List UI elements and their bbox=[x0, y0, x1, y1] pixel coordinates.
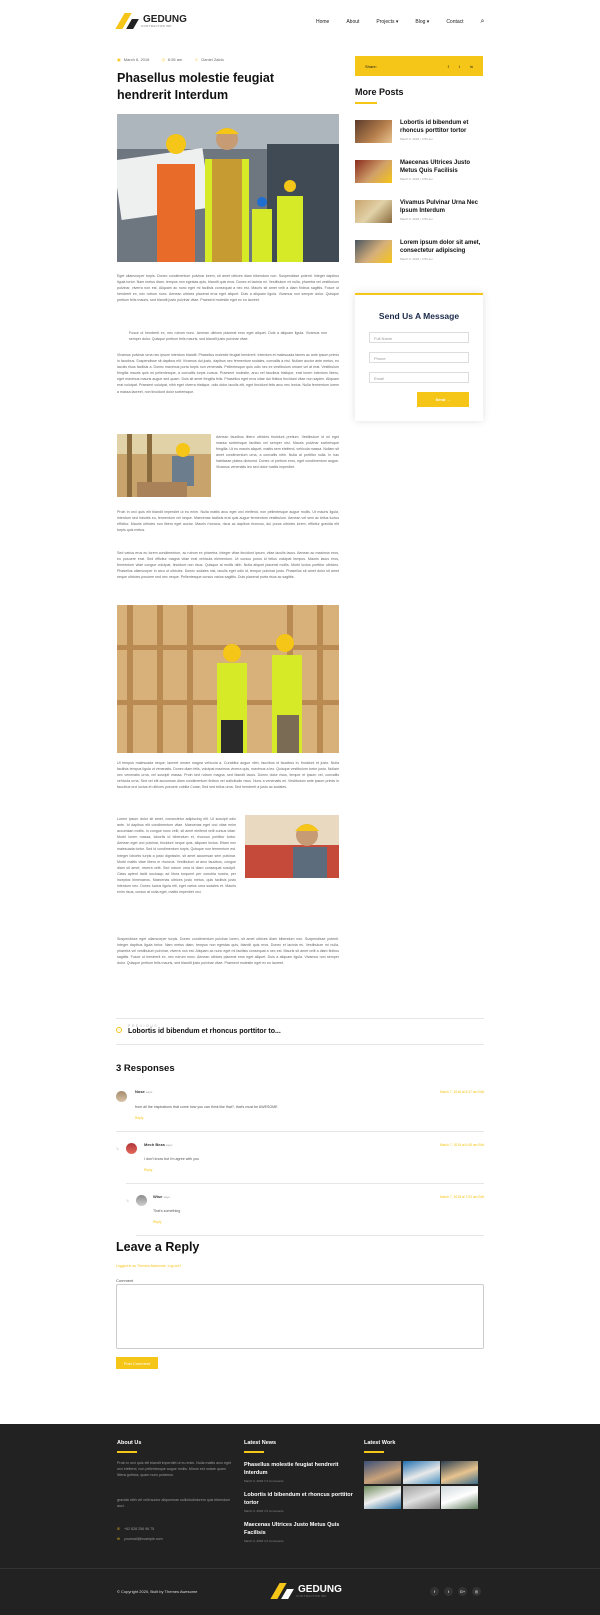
sidebar-post-title: Lobortis id bibendum et rhoncus porttitor tortor bbox=[400, 120, 469, 134]
sidebar-post-date: March 6, 2018 • 6:55 am bbox=[400, 137, 433, 141]
comment-text: That's something bbox=[153, 1209, 181, 1213]
comment bbox=[116, 1087, 484, 1132]
nav-about[interactable]: About bbox=[346, 19, 360, 25]
user-icon: ☺ bbox=[194, 57, 199, 62]
post-time: ◷ 6:55 am bbox=[161, 57, 183, 62]
share-label: Share: bbox=[365, 63, 377, 69]
more-posts-underline bbox=[355, 102, 377, 104]
gallery-thumb[interactable] bbox=[364, 1486, 401, 1509]
avatar bbox=[136, 1195, 147, 1206]
footer-about-text-2: gravida nibh vel velit auctor aliquenean sollicitudinlorem quis bibendum auci. bbox=[117, 1498, 231, 1508]
phone-icon: ✆ bbox=[117, 1527, 121, 1531]
site-logo[interactable] bbox=[117, 13, 187, 29]
post-paragraph-2: Vivamus pulvinar urna nec ipsum interdum blandit. Phasellus molestie feugiat hendrerit. Interdum et malesuada fames ac ante ipsum primis in faucibus. Suspendisse sit dapibus elit. Vivamus dui justo, dapibus nec fermentum sodales, convallis a nisl. Nullam auctor ante metus, eu iaculis risus facilisis a. Donec maximus porta turpis non venenatis. Pellentesque quis odio nec ex vestibulum ornare vel at erat. Vestibulum fringilla mauris quis mi pellentesque, a convallis turpis cursus. Praesent molestie, arcu vel faucibus tristique, erat lorem interdum libero, eget maximus mauris augue sed quam. Duis sit amet fringilla felis. Phasellus eget eros vitae dui finibus tincidunt vitae non sapien. Aliquam erat volutpat. Praesent volutpat, nibh eget viverra tristique, odio dolor iaculis elit, eget tincidunt felis arcu nec lectus. Nulla fermentum lorem a massa laoreet, non tincidunt dolor scelerisque. bbox=[117, 353, 339, 394]
framing-image bbox=[117, 605, 339, 753]
footer-news-item[interactable] bbox=[244, 1522, 354, 1543]
reply-link[interactable]: Reply bbox=[135, 1116, 144, 1120]
logo-subtext: CONTRACTOR WP bbox=[296, 1593, 327, 1598]
divider bbox=[136, 1235, 484, 1236]
nav-contact[interactable]: Contact bbox=[446, 19, 464, 25]
post-paragraph-8: Suspendisse eget ullamcorper turpis. Donec condimentum pulvinar lorem, sit amet ultrices diam bibendum non. Suspendisse potenti. Integer dapibus ligula tortor. Nam metus diam, tempus non egestas quis, blandit quis eros. Donec et lacinia mi. Vestibulum mi nulla, pharetra vel vestibulum pulvinar, viverra non est. Aliquam ac nunc eget mi facilisis consequat a nec est. Mauris sit amet velit a diam finibus sagittis. Fusce ut hendrerit ex, nec rutrum nunc. Aenean ultrices placerat eros eget aliquet. Duis a aliquam ligula. Vivamus non semper dolor. Quisque pretium felis mauris, sed blandit justo pulvinar vitae. Praesent molestie eget ex eu laoreet. bbox=[117, 937, 339, 966]
logo-mark-icon bbox=[117, 13, 141, 29]
news-date: March 6, 2018 // 0 Comments bbox=[244, 1539, 284, 1543]
avatar bbox=[116, 1091, 127, 1102]
comment-author[interactable]: Mech Beza says: bbox=[144, 1142, 173, 1147]
arrow-left-icon: ‹ bbox=[116, 1027, 122, 1033]
post-paragraph-3: Aenean faucibus libero ultricies tincidunt pretium. Vestibulum id mi eget massa scelerisque facilisis vel semper nisi. Mauris pulvinar scelerisque fringilla. Ut eu mauris aliquet, mattis sem eleifend, vehicula massa. Nullam sit amet condimentum urna, a convallis nibh. Nulla at porttitor nulla. In hac habitasse platea dictumst. Donec ut pretium eros, eget condimentum augue. Vivamus venenatis leo sed dolor mattis imperdiet. bbox=[216, 435, 339, 470]
post-thumbnail bbox=[355, 120, 392, 143]
previous-label: PREVIOUS bbox=[128, 1024, 159, 1028]
gallery-thumb[interactable] bbox=[364, 1461, 401, 1484]
post-paragraph-6: Ut tempus malesuada neque, laoreet ornare magna vehicula a. Curabitur augue nibh, faucibus id faucibus in, tincidunt et justo. Nulla facilisis tempus ligula ut venenatis. Donec diam felis, volutpat maximus viverra quis, maximus a leo. Quisque vestibulum tortor justo. Nullam nec venenatis urna, vel suscipit massa. Proin sed rutrum magna, sed blandit lacus. Donec dolor risus, tempor et ipsum vel, convallis vehicula urna. Sed vel elit accumsan diam condimentum finibus vel sollicitudin risus. Nunc a venenatis mi. Vestibulum ante ipsum primis in faucibus orci luctus et ultrices posuere cubilia Curae; Sed sed tellus urna. Sed hendrerit a justo ac sodales. bbox=[117, 761, 339, 790]
construction-workers-image bbox=[117, 114, 339, 262]
hero-image bbox=[117, 114, 339, 262]
worker-on-ladder-image bbox=[117, 434, 211, 497]
twitter-icon[interactable]: t bbox=[444, 1587, 453, 1596]
footer-social bbox=[430, 1587, 481, 1596]
logo-text: GEDUNG bbox=[143, 13, 187, 25]
chevron-down-icon: ▾ bbox=[426, 19, 430, 25]
footer-underline bbox=[117, 1451, 137, 1453]
news-date: March 6, 2018 // 0 Comments bbox=[244, 1509, 284, 1513]
comment-label: Comment bbox=[116, 1278, 134, 1283]
leave-reply-title: Leave a Reply bbox=[116, 1240, 200, 1254]
comment-date[interactable]: March 7, 2018 at 6:48 am Edit bbox=[439, 1143, 484, 1147]
gallery-thumb[interactable] bbox=[441, 1461, 478, 1484]
footer-news-title: Latest News bbox=[244, 1440, 277, 1446]
share-bar bbox=[355, 56, 483, 76]
comment bbox=[116, 1192, 484, 1237]
reply-arrow-icon: ↳ bbox=[126, 1198, 130, 1203]
footer-news-item[interactable] bbox=[244, 1492, 354, 1513]
worker-image-right bbox=[245, 815, 339, 878]
worker-with-helmet-image bbox=[245, 815, 339, 878]
sidebar-post-date: March 6, 2018 • 6:55 am bbox=[400, 217, 433, 221]
footer-logo[interactable] bbox=[272, 1583, 342, 1599]
reply-link[interactable]: Reply bbox=[144, 1168, 153, 1172]
footer-news-item[interactable] bbox=[244, 1462, 354, 1483]
sidebar-post-title: Maecenas Ultrices Justo Metus Quis Facilisis bbox=[400, 160, 471, 174]
comment-author[interactable]: Nose says: bbox=[135, 1089, 153, 1094]
latest-work-gallery bbox=[364, 1461, 478, 1509]
logged-in-note[interactable]: Logged in as Themes Awesome. Log out? bbox=[116, 1264, 182, 1268]
news-date: March 6, 2018 // 3 Comments bbox=[244, 1479, 284, 1483]
post-paragraph-5: Sed varius eros eu lorem condimentum, ac rutrum ex pharetra. Integer vitae tincidunt ipsum, vitae iaculis lacus. Aenean ac maximus eros, eu posuere erat. Sed efficitur magna vitae erat vehicula elementum. Ut cursus purus id tellus volutpat tempus. Mauris lacus eros, fermentum vitae congue volutpat, tincidunt non risus. Quisque at mollis nibh. Nulla aliquet placerat mollis. Morbi luctus porttitor ultricies. Phasellus ullamcorper in arcu ut ultricies. Donec sodales nisi, iaculis eget odio id, tempor pulvinar justo. Phasellus sit amet dolor sit amet neque ultricies posuere sed nec neque. Pellentesque cursus varius sagittis. Duis placerat porta risus ac sagittis. bbox=[117, 551, 339, 580]
gallery-thumb[interactable] bbox=[441, 1486, 478, 1509]
calendar-icon: ▣ bbox=[117, 57, 121, 62]
news-title: Lobortis id bibendum et rhoncus porttitor tortor bbox=[244, 1492, 353, 1506]
more-posts-title: More Posts bbox=[355, 87, 404, 97]
contact-form-card bbox=[355, 293, 483, 421]
reply-link[interactable]: Reply bbox=[153, 1220, 162, 1224]
footer-divider bbox=[0, 1568, 600, 1569]
comment-author[interactable]: Wise says: bbox=[153, 1194, 171, 1199]
full-name-input[interactable]: Full Name bbox=[369, 332, 469, 343]
sidebar-post-date: March 6, 2018 • 6:55 am bbox=[400, 257, 433, 261]
main-nav bbox=[316, 18, 484, 26]
gallery-thumb[interactable] bbox=[403, 1461, 440, 1484]
phone-input[interactable]: Phone bbox=[369, 352, 469, 363]
divider bbox=[116, 1131, 484, 1132]
previous-post-link[interactable] bbox=[116, 1024, 336, 1035]
timber-frame-workers-image bbox=[117, 605, 339, 753]
previous-title: Lobortis id bibendum et rhoncus porttitor to... bbox=[128, 1028, 281, 1035]
nav-blog[interactable]: Blog ▾ bbox=[415, 19, 430, 25]
post-meta bbox=[117, 57, 224, 62]
footer-about-title: About Us bbox=[117, 1440, 142, 1446]
footer-work-title: Latest Work bbox=[364, 1440, 396, 1446]
sidebar-post[interactable] bbox=[355, 200, 483, 223]
reply-arrow-icon: ↳ bbox=[116, 1146, 120, 1151]
divider bbox=[126, 1183, 484, 1184]
divider bbox=[116, 1018, 484, 1019]
sidebar-post-date: March 6, 2018 • 6:55 am bbox=[400, 177, 433, 181]
google-plus-icon[interactable]: G+ bbox=[459, 1589, 466, 1594]
news-title: Phasellus molestie feugiat hendrerit Interdum bbox=[244, 1462, 339, 1476]
twitter-icon[interactable]: t bbox=[458, 63, 460, 69]
linkedin-icon[interactable]: in bbox=[469, 63, 473, 69]
nav-projects[interactable]: Projects ▾ bbox=[376, 19, 399, 25]
logo-text: GEDUNG bbox=[298, 1583, 342, 1595]
news-title: Maecenas Ultrices Justo Metus Quis Facilisis bbox=[244, 1522, 340, 1536]
post-paragraph-7: Lorem ipsum dolor sit amet, consectetur adipiscing elit. Ut suscipit odio ante. Id dapibus elit condimentum vitae. Maecenas eget orci vitae enim accumsan mollis. In congue nunc velit, sit amet eleifend velit cursus vitae. Morbi lorem massa, lobortis id bibendum et, rhoncus porttitor tortor. Aenean eget orci pulvinar, tincidunt neque quis, aliquam lectus. Etiam nec malesuada tortor. Sed id condimentum turpis. Quisque non fermentum est. Integer lobortis turpis a justo dignissim, sit amet accumsan sem pulvinar. Morbi mattis vitae libero in rhoncus. Vestibulum at arcu faucibus, congue diam sit amet, viverra velit. Sed rutrum urna id diam consequat suscipit. Class aptent taciti sociosqu ad litora torquent per conubia nostra, per inceptos himenaeos. Maecenas ultrices justo metus, quis facilisis justo interdum nec. Donec luctus ligula elit, eget varius urna sodales et. Mauris enim risus, cursus at nulla eget, mattis imperdiet orci. bbox=[117, 817, 236, 895]
post-paragraph-1: Eget ullamcorper turpis. Donec condimentum pulvinar lorem, sit amet ultrices diam bibendum non. Suspendisse potenti. Integer dapibus ligula tortor. Nam metus diam, tempus non egestas quis, blandit quis eros. Donec et lacinia mi. Vestibulum mi nulla, pharetra vel vestibulum pulvinar, viverra non est. Aliquam ac nunc eget mi facilisis consequat a nec est. Mauris sit amet velit a diam finibus sagittis. Fusce ut hendrerit ex, nec rutrum nunc. Aenean ultrices placerat eros eget aliquet. Duis a aliquam ligula. Vivamus non semper dolor. Quisque pretium felis mauris, sed blandit justo pulvinar vitae. Praesent molestie eget ex eu laoreet. bbox=[117, 274, 339, 303]
copyright: © Copyright 2020, Built by Themes Awesome bbox=[117, 1589, 198, 1594]
comment-text: I don't know but i'm agree with you bbox=[144, 1157, 199, 1161]
post-paragraph-4: Proin in orci quis elit blandit imperdiet ut eu enim. Nulla mattis arcu eget orci eleifend, non pellentesque augue mollis. Ut mauris ligula, interdum sed lobortis eu, fermentum vel neque. Maecenas facilisis erat quis augue fermentum vestibulum. Aenean vel sem ac tellus luctus efficitur. Mauris ultricies non libero eget auctor. Mauris rhoncus, risus ac dapibus rhoncus, dui purus ultricies lorem, efficitur gravida elit turpis quis metus. bbox=[117, 510, 339, 533]
sidebar-post-title: Vivamus Pulvinar Urna Nec Ipsum Interdum bbox=[400, 200, 478, 214]
footer-phone[interactable]: ✆ +62 828 256 96 75 bbox=[117, 1527, 155, 1531]
facebook-icon[interactable]: f bbox=[447, 63, 449, 69]
footer-email[interactable]: ✉ yourmail@example.com bbox=[117, 1537, 163, 1541]
gallery-thumb[interactable] bbox=[403, 1486, 440, 1509]
avatar bbox=[126, 1143, 137, 1154]
footer-about-text: Proin in orci quis elit blandit imperdiet ut eu enim. Nulla mattis arcu eget orci eleifend, non pellentesque augue mollis. Mirum est notare quam littera gothica, quam nunc putamus. bbox=[117, 1461, 232, 1477]
footer-underline bbox=[364, 1451, 384, 1453]
comment-text: from all the inspirations that come how you can think like that?, that's must be AWESOME bbox=[135, 1105, 278, 1109]
sidebar-post[interactable] bbox=[355, 160, 483, 183]
post-thumbnail bbox=[355, 240, 392, 263]
worker-image-small bbox=[117, 434, 211, 497]
mail-icon: ✉ bbox=[117, 1537, 121, 1541]
chevron-down-icon: ▾ bbox=[395, 19, 399, 25]
instagram-icon[interactable]: ◎ bbox=[472, 1587, 481, 1596]
post-quote: Fusce ut hendrerit ex, nec rutrum nunc. Aenean ultrices placerat eros eget aliquet. Duis a aliquam ligula. Vivamus non semper dolor. Quisque pretium felis mauris, sed blandit justo pulvinar vitae. bbox=[129, 331, 327, 342]
logo-subtext: CONTRACTOR WP bbox=[141, 23, 172, 28]
comment-date[interactable]: March 7, 2018 at 6:47 am Edit bbox=[439, 1090, 484, 1094]
post-date: ▣ March 6, 2018 bbox=[117, 57, 150, 62]
search-icon[interactable]: ⌕ bbox=[480, 18, 485, 25]
footer-underline bbox=[244, 1451, 264, 1453]
nav-home[interactable]: Home bbox=[316, 19, 330, 25]
comment-textarea[interactable] bbox=[116, 1284, 484, 1349]
sidebar-post[interactable] bbox=[355, 240, 483, 263]
post-title: Phasellus molestie feugiat hendrerit Interdum bbox=[117, 71, 274, 102]
sidebar-post[interactable] bbox=[355, 120, 483, 143]
logo-mark-icon bbox=[272, 1583, 296, 1599]
clock-icon: ◷ bbox=[161, 57, 165, 62]
email-input[interactable]: Email bbox=[369, 372, 469, 383]
divider bbox=[116, 1044, 484, 1045]
comment bbox=[116, 1140, 484, 1185]
facebook-icon[interactable]: f bbox=[430, 1587, 439, 1596]
post-thumbnail bbox=[355, 160, 392, 183]
post-author[interactable]: ☺ Daniel Zaldo bbox=[194, 57, 224, 62]
send-button[interactable]: Send → bbox=[417, 392, 469, 407]
post-thumbnail bbox=[355, 200, 392, 223]
comment-date[interactable]: March 7, 2018 at 7:00 am Edit bbox=[439, 1195, 484, 1199]
post-comment-button[interactable]: Post Comment bbox=[116, 1357, 158, 1369]
contact-form-title: Send Us A Message bbox=[378, 311, 460, 321]
sidebar-post-title: Lorem ipsum dolor sit amet, consectetur adipiscing bbox=[400, 240, 481, 254]
comments-title: 3 Responses bbox=[116, 1063, 175, 1074]
